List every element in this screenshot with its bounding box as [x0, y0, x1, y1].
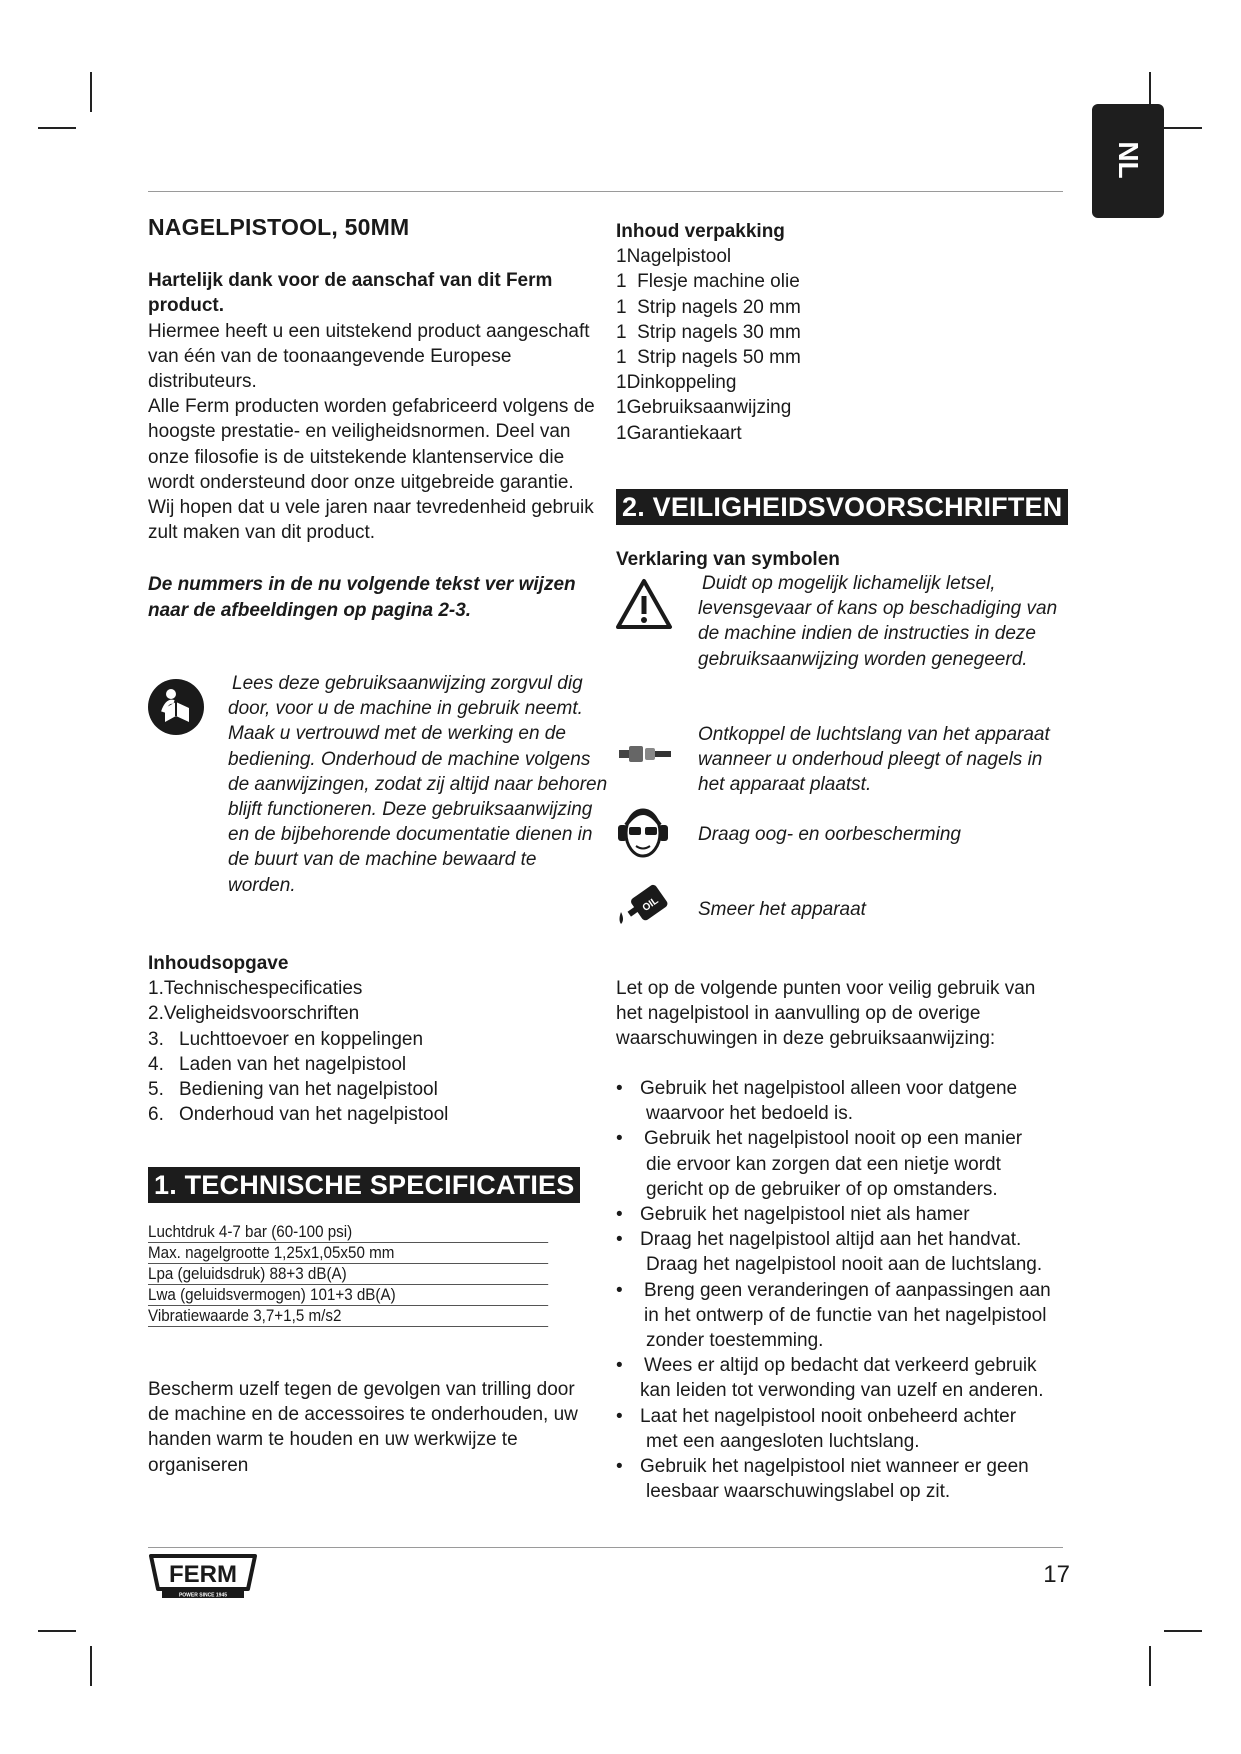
list-item: • Laat het nagelpistool nooit onbeheerd achter met een aangesloten luchtslang.: [616, 1405, 1017, 1452]
list-item: • Gebruik het nagelpistool niet als hamer: [616, 1204, 970, 1226]
crop-mark: [1149, 1646, 1151, 1686]
svg-text:POWER SINCE 1945: POWER SINCE 1945: [178, 1592, 228, 1599]
list-item: • Draag het nagelpistool altijd aan het handvat. Draag het nagelpistool nooit aan de luchtslang.: [616, 1229, 1043, 1276]
crop-mark: [1164, 1630, 1202, 1632]
spec-row: Max. nagelgrootte 1,25x1,05x50 mm: [148, 1243, 548, 1264]
safety-bullets: [616, 1076, 1076, 1504]
safety-intro: Let op de volgende punten voor veilig gebruik van het nagelpistool in aanvulling op de overige waarschuwingen in deze gebruiksaanwijzing:: [616, 978, 1036, 1050]
warning-triangle-icon: [615, 578, 673, 630]
crop-mark: [38, 127, 76, 129]
toc-title: Inhoudsopgave: [148, 953, 289, 974]
spec-row: Lwa (geluidsvermogen) 101+3 dB(A): [148, 1285, 548, 1306]
contents-item: 1Gebruiksaanwijzing: [616, 397, 792, 419]
section-2-heading: 2. VEILIGHEIDSVOORSCHRIFTEN: [616, 489, 1068, 525]
contents-title: Inhoud verpakking: [616, 221, 785, 242]
manual-note: Lees deze gebruiksaanwijzing zorgvul dig door, voor u de machine in gebruik neemt. Maak u vertrouwd met de werking en de bediening. Onderhoud de machine volgens de aanwijzingen, zodat zij altijd naar behoren blijft functioneren. Deze gebruiksaanwijzing en de bijbehorende documentatie dienen in de buurt van de machine bewaard te worden.: [228, 673, 608, 896]
symbol-description: Ontkoppel de luchtslang van het apparaat wanneer u onderhoud pleegt of nagels in het apparaat plaatst.: [698, 724, 1050, 796]
ferm-logo: [148, 1553, 258, 1599]
spec-row: Luchtdruk 4-7 bar (60-100 psi): [148, 1222, 548, 1243]
contents-item: 1Nagelpistool: [616, 246, 732, 268]
air-hose-coupling-icon: [617, 742, 673, 766]
intro-paragraph: Wij hopen dat u vele jaren naar tevredenheid gebruik zult maken van dit product.: [148, 497, 594, 544]
svg-text:OIL: OIL: [640, 895, 661, 914]
toc-item: 4. Laden van het nagelpistool: [148, 1053, 407, 1075]
thanks-heading: Hartelijk dank voor de aanschaf van dit Ferm product.: [148, 270, 553, 317]
contents-item: 1Dinkoppeling: [616, 372, 737, 394]
symbol-description: Draag oog- en oorbescherming: [698, 824, 961, 845]
crop-mark: [38, 1630, 76, 1632]
contents-item: 1 Strip nagels 20 mm: [616, 296, 801, 318]
vibration-note: Bescherm uzelf tegen de gevolgen van trilling door de machine en de accessoires te onderhouden, uw handen warm te houden en uw werkwijze te organiseren: [148, 1379, 578, 1476]
table-of-contents: [148, 951, 603, 1127]
spec-row: Lpa (geluidsdruk) 88+3 dB(A): [148, 1264, 548, 1285]
list-item: • Wees er altijd op bedacht dat verkeerd gebruik kan leiden tot verwonding van uzelf en anderen.: [616, 1355, 1044, 1402]
page-title: NAGELPISTOOL, 50MM: [148, 214, 410, 240]
spec-row: Vibratiewaarde 3,7+1,5 m/s2: [148, 1306, 548, 1327]
contents-item: 1Garantiekaart: [616, 422, 742, 444]
left-column: [148, 215, 603, 623]
spec-table: [148, 1222, 593, 1327]
contents-item: 1 Strip nagels 50 mm: [616, 347, 801, 369]
language-tab-label: NL: [1113, 141, 1144, 179]
oil-can-icon: [615, 882, 673, 928]
svg-text:FERM: FERM: [169, 1561, 237, 1588]
language-tab: [1092, 104, 1164, 218]
contents-item: 1 Flesje machine olie: [616, 271, 800, 293]
section-1-heading: 1. TECHNISCHE SPECIFICATIES: [148, 1167, 580, 1203]
toc-item: 1.Technischespecificaties: [148, 978, 363, 1000]
toc-item: 3. Luchttoevoer en koppelingen: [148, 1028, 424, 1050]
crop-mark: [1164, 127, 1202, 129]
header-rule: [148, 191, 1063, 192]
intro-paragraph: Hiermee heeft u een uitstekend product aangeschaft van één van de toonaangevende Europese distributeurs.: [148, 320, 590, 393]
list-item: • Gebruik het nagelpistool niet wanneer er geen leesbaar waarschuwingslabel op zit.: [616, 1456, 1029, 1503]
list-item: • Gebruik het nagelpistool alleen voor datgene waarvoor het bedoeld is.: [616, 1078, 1018, 1125]
symbol-description: Duidt op mogelijk lichamelijk letsel, levensgevaar of kans op beschadiging van de machine indien de instructies in deze gebruiksaanwijzing worden genegeerd.: [698, 573, 1058, 670]
toc-item: 6. Onderhoud van het nagelpistool: [148, 1104, 449, 1126]
toc-item: 5. Bediening van het nagelpistool: [148, 1079, 438, 1101]
package-contents: [616, 219, 1056, 446]
eye-ear-protection-icon: [615, 803, 671, 861]
symbols-title: Verklaring van symbolen: [616, 549, 840, 570]
page-number: 17: [1043, 1561, 1070, 1588]
list-item: • Gebruik het nagelpistool nooit op een manier die ervoor kan zorgen dat een nietje wordt gericht op de gebruiker of op omstanders.: [616, 1128, 1023, 1200]
list-item: • Breng geen veranderingen of aanpassingen aan in het ontwerp of de functie van het nagelpistool zonder toestemming.: [616, 1279, 1051, 1352]
toc-item: 2.Veligheidsvoorschriften: [148, 1003, 360, 1025]
figure-reference-note: De nummers in de nu volgende tekst ver wijzen naar de afbeeldingen op pagina 2-3.: [148, 574, 576, 621]
crop-mark: [90, 72, 92, 112]
read-manual-icon: [147, 678, 205, 736]
contents-item: 1 Strip nagels 30 mm: [616, 321, 801, 343]
footer-rule: [148, 1547, 1063, 1548]
symbols-title-block: [616, 547, 840, 572]
crop-mark: [90, 1646, 92, 1686]
symbol-description: Smeer het apparaat: [698, 899, 866, 920]
intro-paragraph: Alle Ferm producten worden gefabriceerd volgens de hoogste prestatie- en veiligheidsnormen. Deel van onze filosofie is de uitstekende klantenservice die wordt ondersteund door onze uitgebreide garantie.: [148, 396, 595, 493]
